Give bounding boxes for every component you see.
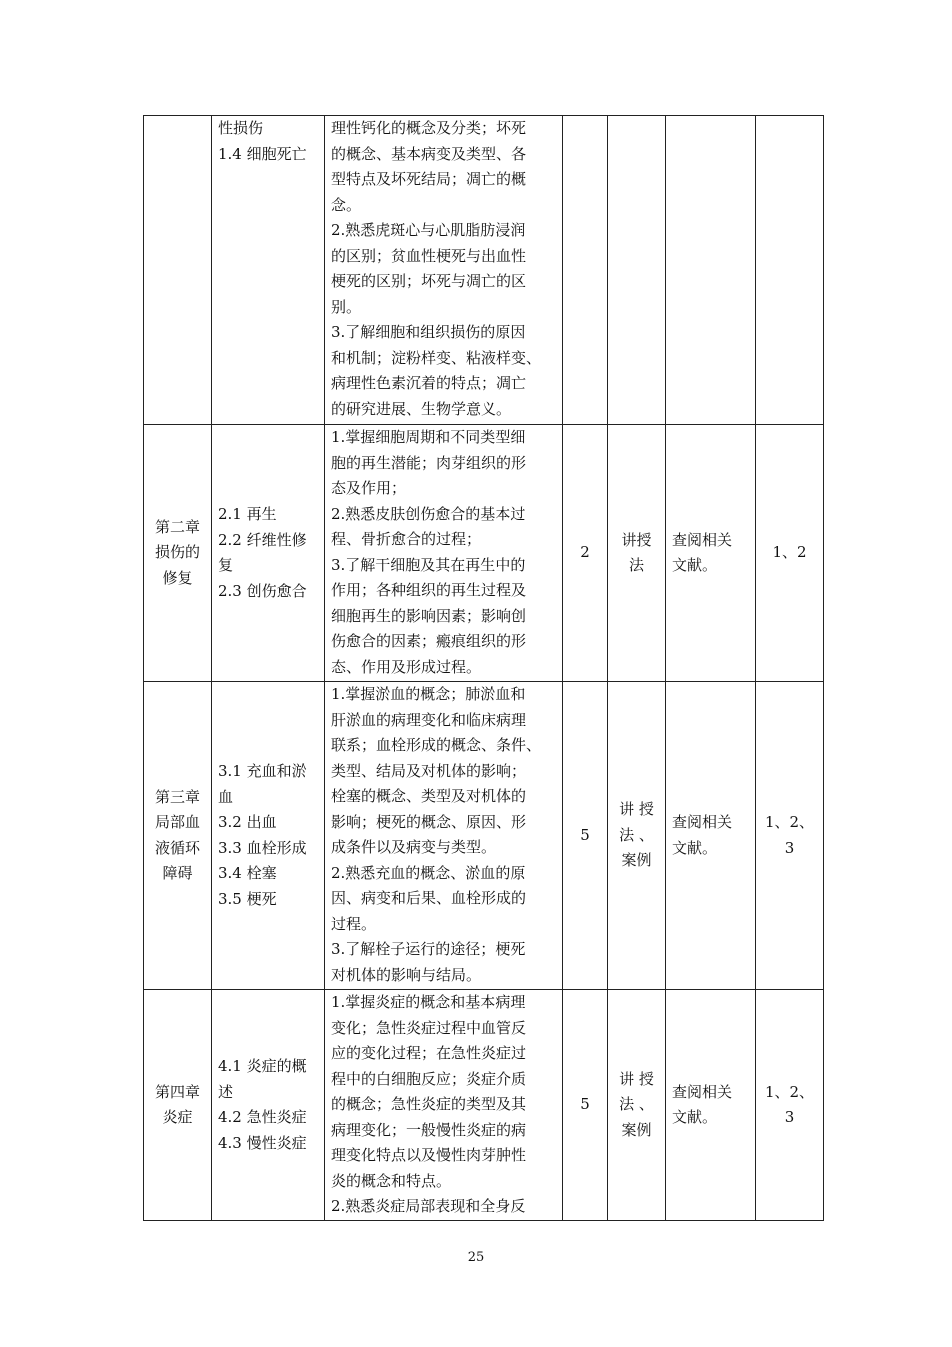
content-cell-line: 对机体的影响与结局。 [331,965,482,984]
topics-cell-line: 3.3 血栓形成 [218,838,307,857]
method-cell-line: 讲 授 [619,1069,654,1088]
hours-cell: 5 [563,990,608,1221]
syllabus-table [143,115,824,1221]
method-cell [608,425,666,682]
topics-cell-line: 3.2 出血 [218,813,277,831]
topics-cell [212,425,325,682]
chapter-cell-line: 第四章 [154,1082,200,1101]
content-cell-line: 1.掌握淤血的概念；肺淤血和 [331,685,526,703]
topics-cell-line: 2.2 纤维性修 [218,530,307,549]
content-cell-line: 2.熟悉炎症局部表现和全身反 [331,1197,526,1215]
content-cell-line: 病理性色素沉着的特点；凋亡 [331,374,527,392]
content-cell [325,425,563,682]
after-class-cell [666,990,756,1221]
chapter-cell-line: 第三章 [154,787,200,806]
method-cell-line: 讲 授 [619,800,654,819]
method-cell-line: 法 [628,556,644,574]
topics-cell-line: 3.4 栓塞 [218,864,277,882]
topics-cell-line: 4.3 慢性炎症 [218,1133,307,1152]
method-cell-line: 案例 [621,851,652,870]
content-cell-line: 程中的白细胞反应；炎症介质 [331,1069,527,1088]
topics-cell [212,116,325,425]
topics-cell-line: 性损伤 [218,119,264,137]
method-cell-line: 法 、 [619,825,654,844]
content-cell-line: 类型、结局及对机体的影响； [331,761,527,780]
topics-cell-line: 复 [218,556,234,574]
content-cell-line: 态及作用； [331,479,407,497]
hours-cell: 2 [563,425,608,682]
chapter-cell-line: 损伤的 [154,543,200,562]
method-cell [608,682,666,990]
content-cell-line: 影响；梗死的概念、原因、形 [331,812,527,831]
content-cell-line: 理性钙化的概念及分类；坏死 [331,119,527,137]
content-cell-line: 3.了解栓子运行的途径；梗死 [331,940,526,958]
table-row [144,116,824,425]
content-cell-line: 态、作用及形成过程。 [331,657,482,676]
topics-cell-line: 3.5 梗死 [218,889,277,908]
content-cell-line: 胞的再生潜能；肉芽组织的形 [331,453,527,472]
content-cell [325,682,563,990]
table-row [144,425,824,682]
topics-cell [212,682,325,990]
refs-cell: 1、2 [756,425,824,682]
content-cell-line: 和机制；淀粉样变、粘液样变、 [331,348,542,367]
content-cell-line: 型特点及坏死结局；凋亡的概 [331,170,527,188]
content-cell-line: 2.熟悉充血的概念、淤血的原 [331,863,526,882]
topics-cell-line: 4.2 急性炎症 [218,1108,307,1126]
after-class-cell-line: 文献。 [672,1108,718,1126]
topics-cell-line: 述 [218,1082,234,1101]
after-class-cell-line: 文献。 [672,556,718,574]
hours-cell: 5 [563,682,608,990]
table-row [144,990,824,1221]
content-cell-line: 细胞再生的影响因素；影响创 [331,606,527,625]
content-cell-line: 念。 [331,195,362,214]
page-number: 25 [467,1250,485,1265]
content-cell-line: 1.掌握细胞周期和不同类型细 [331,428,526,446]
content-cell-line: 梗死的区别；坏死与凋亡的区 [331,272,527,290]
table-body [144,116,824,1221]
content-cell-line: 的区别；贫血性梗死与出血性 [331,246,527,265]
hours-cell [563,116,608,425]
content-cell-line: 的概念、基本病变及类型、各 [331,144,527,163]
chapter-cell [144,425,212,682]
content-cell-line: 应的变化过程；在急性炎症过 [331,1044,527,1062]
content-cell-line: 伤愈合的因素；瘢痕组织的形 [331,632,527,650]
content-cell-line: 的概念；急性炎症的类型及其 [331,1095,527,1113]
content-cell-line: 1.掌握炎症的概念和基本病理 [331,993,526,1011]
topics-cell-line: 1.4 细胞死亡 [218,144,307,163]
chapter-cell-line: 第二章 [154,517,200,536]
method-cell [608,990,666,1221]
table-row [144,682,824,990]
content-cell-line: 病理变化；一般慢性炎症的病 [331,1120,527,1139]
content-cell-line: 3.了解细胞和组织损伤的原因 [331,323,526,341]
content-cell-line: 别。 [331,297,362,316]
content-cell-line: 栓塞的概念、类型及对机体的 [331,787,527,805]
topics-cell-line: 3.1 充血和淤 [218,762,307,780]
chapter-cell [144,990,212,1221]
content-cell-line: 肝淤血的病理变化和临床病理 [331,710,527,729]
content-cell-line: 程、骨折愈合的过程； [331,530,482,548]
chapter-cell-line: 障碍 [162,864,193,882]
method-cell [608,116,666,425]
chapter-cell [144,682,212,990]
content-cell-line: 的研究进展、生物学意义。 [331,399,512,418]
refs-cell [756,116,824,425]
method-cell-line: 讲授 [621,530,652,549]
content-cell-line: 过程。 [331,914,377,933]
topics-cell-line: 血 [218,787,234,806]
method-cell-line: 法 、 [619,1095,654,1114]
after-class-cell-line: 查阅相关 [672,1082,733,1101]
after-class-cell [666,116,756,425]
after-class-cell-line: 文献。 [672,838,718,857]
after-class-cell-line: 查阅相关 [672,530,733,549]
chapter-cell [144,116,212,425]
content-cell-line: 3.了解干细胞及其在再生中的 [331,555,526,574]
content-cell-line: 2.熟悉虎斑心与心肌脂肪浸润 [331,221,526,239]
content-cell-line: 联系；血栓形成的概念、条件、 [331,736,542,754]
content-cell-line: 因、病变和后果、血栓形成的 [331,889,527,907]
topics-cell [212,990,325,1221]
content-cell [325,990,563,1221]
method-cell-line: 案例 [621,1120,652,1139]
chapter-cell-line: 炎症 [162,1108,193,1126]
content-cell-line: 变化；急性炎症过程中血管反 [331,1018,527,1037]
topics-cell-line: 4.1 炎症的概 [218,1057,307,1075]
refs-cell: 1、2、3 [756,682,824,990]
chapter-cell-line: 修复 [162,568,193,587]
content-cell-line: 理变化特点以及慢性肉芽肿性 [331,1146,527,1164]
after-class-cell [666,682,756,990]
after-class-cell [666,425,756,682]
chapter-cell-line: 液循环 [154,838,200,857]
refs-cell: 1、2、3 [756,990,824,1221]
topics-cell-line: 2.3 创伤愈合 [218,581,307,600]
content-cell-line: 炎的概念和特点。 [331,1171,452,1190]
content-cell [325,116,563,425]
content-cell-line: 作用；各种组织的再生过程及 [331,581,527,599]
chapter-cell-line: 局部血 [154,813,200,831]
topics-cell-line: 2.1 再生 [218,505,277,523]
content-cell-line: 成条件以及病变与类型。 [331,838,497,856]
content-cell-line: 2.熟悉皮肤创伤愈合的基本过 [331,504,526,523]
after-class-cell-line: 查阅相关 [672,813,733,831]
